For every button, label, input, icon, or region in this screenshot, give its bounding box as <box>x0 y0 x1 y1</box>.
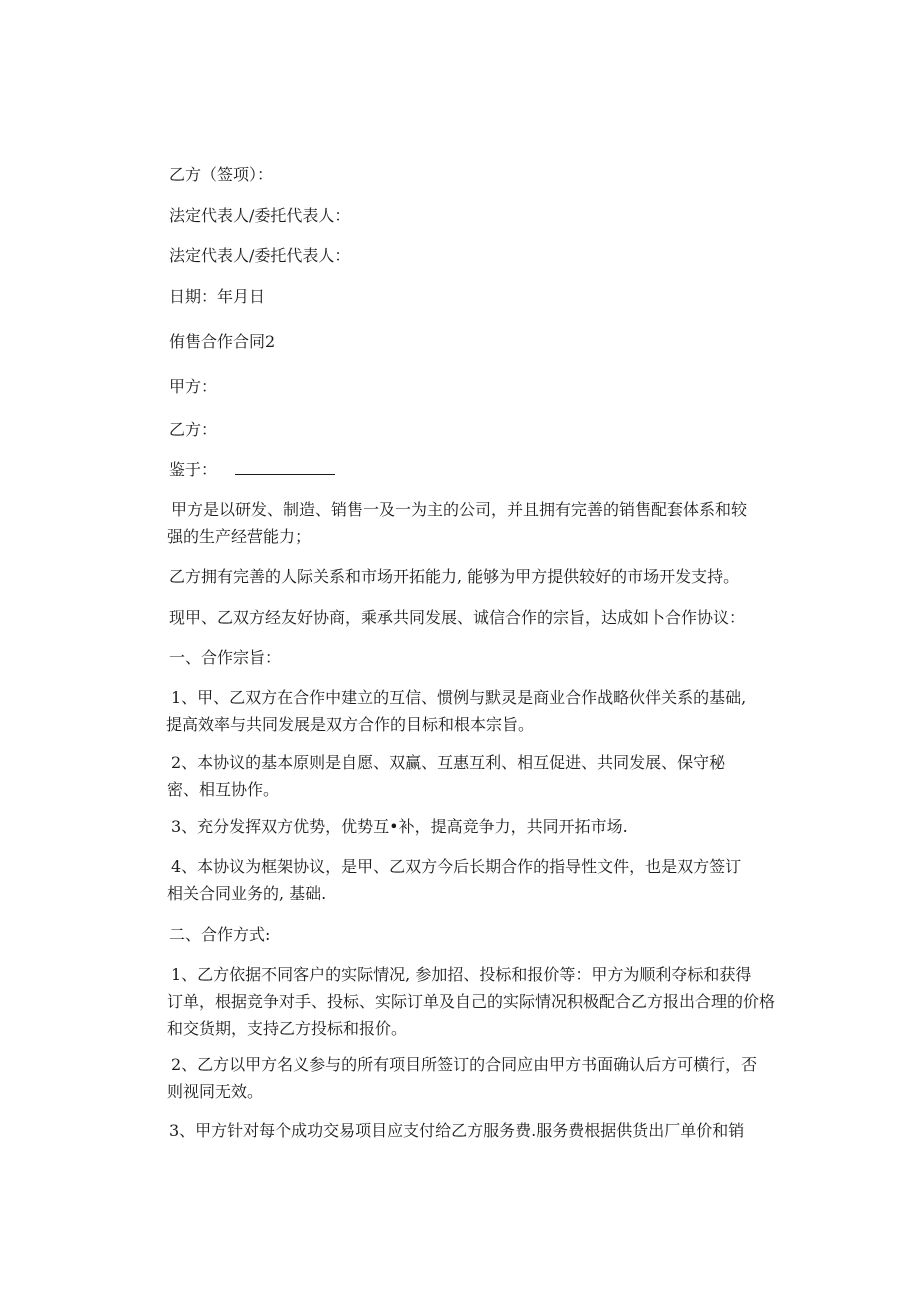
clause-2-3: 3、甲方针对每个成功交易项目应支付给乙方服务费.服务费根据供货出厂单价和销 <box>169 1121 745 1140</box>
paragraph-party-b-intro: 乙方拥有完善的人际关系和市场开拓能力, 能够为甲方提供较好的市场开发支持。 <box>169 567 740 586</box>
party-b-line: 乙方： <box>169 420 218 439</box>
section-heading-purpose: 一、合作宗旨： <box>169 648 282 667</box>
clause-2-2: 2、乙方以甲方名义参与的所有项目所签订的合同应由甲方书面确认后方可横行，否 则视同无效。 <box>167 1055 758 1101</box>
date-line: 日期：年月日 <box>169 287 266 306</box>
party-a-line: 甲方： <box>169 377 218 396</box>
paragraph-party-a-intro: 甲方是以研发、制造、销售一及一为主的公司，并且拥有完善的销售配套体系和较 强的生产经营能力； <box>167 500 748 546</box>
contract-title: 侑售合作合同2 <box>169 332 276 351</box>
section-heading-cooperation: 二、合作方式: <box>169 925 271 944</box>
party-b-signature-line: 乙方（签项）： <box>169 165 274 184</box>
clause-1-2: 2、本协议的基本原则是自愿、双赢、互惠互利、相互促进、共同发展、保守秘 密、相互协作。 <box>167 753 726 799</box>
clause-1-1: 1、甲、乙双方在合作中建立的互信、惯例与默灵是商业合作战略伙伴关系的基础, 提高效率与共同发展是双方合作的目标和根本宗旨。 <box>166 688 747 734</box>
paragraph-agreement-intro: 现甲、乙双方经友好协商，乘承共同发展、诚信合作的宗旨，达成如卜合作协议： <box>169 608 746 627</box>
fill-in-blank <box>235 460 335 475</box>
whereas-line <box>169 459 335 481</box>
clause-1-4: 4、本协议为框架协议，是甲、乙双方今后长期合作的指导性文件，也是双方签订 相关合同业务的, 基础. <box>167 857 742 903</box>
legal-representative-line: 法定代表人/委托代表人： <box>169 246 351 265</box>
legal-representative-line: 法定代表人/委托代表人： <box>169 206 351 225</box>
clause-1-3: 3、充分发挥双方优势，优势互•补，提高竞争力，共同开拓市场. <box>171 817 628 836</box>
clause-2-1: 1、乙方依据不同客户的实际情况, 参加招、投标和报价等：甲方为顺利夺标和获得 订单，根据竞争对手、投标、实际订单及自己的实际情况积极配合乙方报出合理的价格 和交货期，支持乙方投标和报价。 <box>167 965 776 1038</box>
whereas-label: 鉴于： <box>169 460 218 479</box>
